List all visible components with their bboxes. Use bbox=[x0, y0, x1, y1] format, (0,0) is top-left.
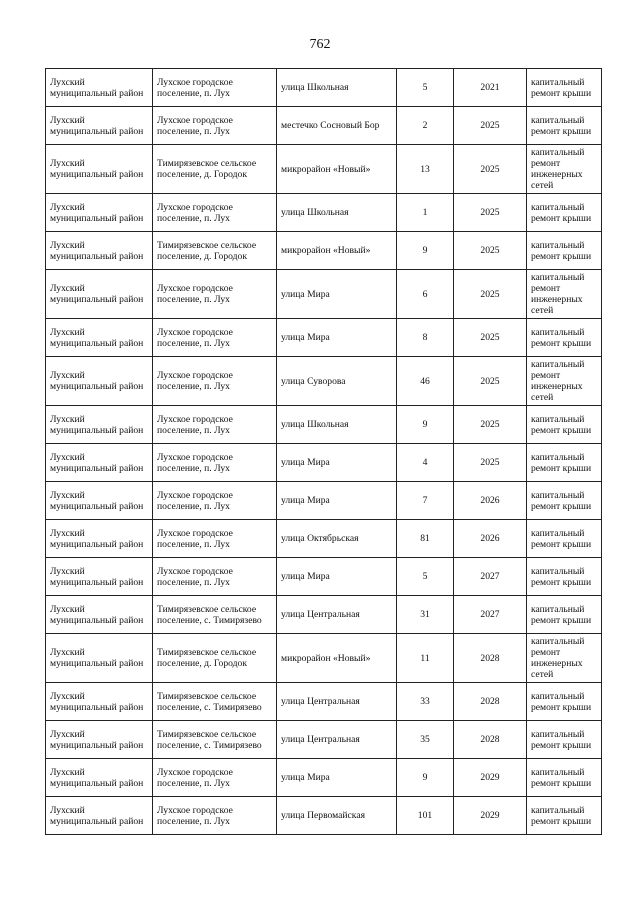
work-type-cell: капитальный ремонт крыши bbox=[527, 721, 602, 759]
table-row bbox=[46, 319, 602, 357]
year-cell: 2021 bbox=[454, 69, 527, 107]
table-row bbox=[46, 444, 602, 482]
district-cell: Лухский муниципальный район bbox=[46, 482, 153, 520]
work-type-cell: капитальный ремонт крыши bbox=[527, 319, 602, 357]
year-cell: 2025 bbox=[454, 232, 527, 270]
street-cell: улица Первомайская bbox=[277, 797, 397, 835]
house-number-cell: 5 bbox=[397, 558, 454, 596]
settlement-cell: Тимирязевское сельское поселение, с. Тимирязево bbox=[153, 721, 277, 759]
house-number-cell: 31 bbox=[397, 596, 454, 634]
year-cell: 2025 bbox=[454, 444, 527, 482]
street-cell: микрорайон «Новый» bbox=[277, 634, 397, 683]
table-row bbox=[46, 232, 602, 270]
district-cell: Лухский муниципальный район bbox=[46, 145, 153, 194]
table-row bbox=[46, 482, 602, 520]
work-type-cell: капитальный ремонт крыши bbox=[527, 596, 602, 634]
district-cell: Лухский муниципальный район bbox=[46, 444, 153, 482]
district-cell: Лухский муниципальный район bbox=[46, 319, 153, 357]
year-cell: 2027 bbox=[454, 596, 527, 634]
house-number-cell: 11 bbox=[397, 634, 454, 683]
settlement-cell: Лухское городское поселение, п. Лух bbox=[153, 520, 277, 558]
house-number-cell: 81 bbox=[397, 520, 454, 558]
street-cell: улица Суворова bbox=[277, 357, 397, 406]
district-cell: Лухский муниципальный район bbox=[46, 759, 153, 797]
settlement-cell: Лухское городское поселение, п. Лух bbox=[153, 319, 277, 357]
work-type-cell: капитальный ремонт крыши bbox=[527, 406, 602, 444]
house-number-cell: 1 bbox=[397, 194, 454, 232]
house-number-cell: 4 bbox=[397, 444, 454, 482]
district-cell: Лухский муниципальный район bbox=[46, 683, 153, 721]
house-number-cell: 5 bbox=[397, 69, 454, 107]
settlement-cell: Лухское городское поселение, п. Лух bbox=[153, 444, 277, 482]
year-cell: 2027 bbox=[454, 558, 527, 596]
street-cell: улица Центральная bbox=[277, 596, 397, 634]
house-number-cell: 101 bbox=[397, 797, 454, 835]
street-cell: улица Мира bbox=[277, 270, 397, 319]
street-cell: улица Школьная bbox=[277, 406, 397, 444]
year-cell: 2025 bbox=[454, 145, 527, 194]
district-cell: Лухский муниципальный район bbox=[46, 194, 153, 232]
district-cell: Лухский муниципальный район bbox=[46, 406, 153, 444]
year-cell: 2029 bbox=[454, 759, 527, 797]
settlement-cell: Лухское городское поселение, п. Лух bbox=[153, 482, 277, 520]
year-cell: 2025 bbox=[454, 406, 527, 444]
housing-repair-table bbox=[45, 68, 602, 835]
street-cell: улица Мира bbox=[277, 319, 397, 357]
house-number-cell: 13 bbox=[397, 145, 454, 194]
house-number-cell: 7 bbox=[397, 482, 454, 520]
house-number-cell: 33 bbox=[397, 683, 454, 721]
table-row bbox=[46, 270, 602, 319]
table-row bbox=[46, 69, 602, 107]
year-cell: 2025 bbox=[454, 357, 527, 406]
table-row bbox=[46, 558, 602, 596]
table-row bbox=[46, 596, 602, 634]
year-cell: 2025 bbox=[454, 194, 527, 232]
work-type-cell: капитальный ремонт крыши bbox=[527, 482, 602, 520]
work-type-cell: капитальный ремонт крыши bbox=[527, 194, 602, 232]
district-cell: Лухский муниципальный район bbox=[46, 721, 153, 759]
district-cell: Лухский муниципальный район bbox=[46, 520, 153, 558]
settlement-cell: Тимирязевское сельское поселение, д. Городок bbox=[153, 634, 277, 683]
house-number-cell: 2 bbox=[397, 107, 454, 145]
table-row bbox=[46, 145, 602, 194]
street-cell: улица Мира bbox=[277, 444, 397, 482]
house-number-cell: 9 bbox=[397, 406, 454, 444]
table-row bbox=[46, 634, 602, 683]
year-cell: 2025 bbox=[454, 270, 527, 319]
district-cell: Лухский муниципальный район bbox=[46, 558, 153, 596]
work-type-cell: капитальный ремонт инженерных сетей bbox=[527, 145, 602, 194]
district-cell: Лухский муниципальный район bbox=[46, 107, 153, 145]
settlement-cell: Лухское городское поселение, п. Лух bbox=[153, 759, 277, 797]
house-number-cell: 46 bbox=[397, 357, 454, 406]
house-number-cell: 9 bbox=[397, 232, 454, 270]
settlement-cell: Лухское городское поселение, п. Лух bbox=[153, 357, 277, 406]
street-cell: улица Школьная bbox=[277, 194, 397, 232]
house-number-cell: 6 bbox=[397, 270, 454, 319]
house-number-cell: 9 bbox=[397, 759, 454, 797]
table-row bbox=[46, 797, 602, 835]
table-row bbox=[46, 683, 602, 721]
work-type-cell: капитальный ремонт крыши bbox=[527, 69, 602, 107]
year-cell: 2026 bbox=[454, 482, 527, 520]
settlement-cell: Лухское городское поселение, п. Лух bbox=[153, 107, 277, 145]
street-cell: улица Мира bbox=[277, 482, 397, 520]
house-number-cell: 8 bbox=[397, 319, 454, 357]
table-body bbox=[46, 69, 602, 835]
year-cell: 2028 bbox=[454, 683, 527, 721]
district-cell: Лухский муниципальный район bbox=[46, 797, 153, 835]
work-type-cell: капитальный ремонт крыши bbox=[527, 683, 602, 721]
table-row bbox=[46, 759, 602, 797]
settlement-cell: Тимирязевское сельское поселение, д. Городок bbox=[153, 145, 277, 194]
street-cell: микрорайон «Новый» bbox=[277, 145, 397, 194]
settlement-cell: Тимирязевское сельское поселение, д. Городок bbox=[153, 232, 277, 270]
settlement-cell: Лухское городское поселение, п. Лух bbox=[153, 69, 277, 107]
year-cell: 2028 bbox=[454, 634, 527, 683]
district-cell: Лухский муниципальный район bbox=[46, 69, 153, 107]
page-number: 762 bbox=[309, 37, 331, 52]
year-cell: 2026 bbox=[454, 520, 527, 558]
work-type-cell: капитальный ремонт инженерных сетей bbox=[527, 270, 602, 319]
settlement-cell: Лухское городское поселение, п. Лух bbox=[153, 797, 277, 835]
year-cell: 2025 bbox=[454, 107, 527, 145]
house-number-cell: 35 bbox=[397, 721, 454, 759]
work-type-cell: капитальный ремонт крыши bbox=[527, 558, 602, 596]
work-type-cell: капитальный ремонт крыши bbox=[527, 232, 602, 270]
table-row bbox=[46, 406, 602, 444]
work-type-cell: капитальный ремонт инженерных сетей bbox=[527, 357, 602, 406]
settlement-cell: Лухское городское поселение, п. Лух bbox=[153, 194, 277, 232]
work-type-cell: капитальный ремонт крыши bbox=[527, 759, 602, 797]
district-cell: Лухский муниципальный район bbox=[46, 634, 153, 683]
work-type-cell: капитальный ремонт крыши bbox=[527, 797, 602, 835]
table-row bbox=[46, 520, 602, 558]
work-type-cell: капитальный ремонт крыши bbox=[527, 444, 602, 482]
street-cell: улица Центральная bbox=[277, 721, 397, 759]
street-cell: улица Центральная bbox=[277, 683, 397, 721]
table-row bbox=[46, 357, 602, 406]
street-cell: микрорайон «Новый» bbox=[277, 232, 397, 270]
year-cell: 2029 bbox=[454, 797, 527, 835]
work-type-cell: капитальный ремонт инженерных сетей bbox=[527, 634, 602, 683]
year-cell: 2028 bbox=[454, 721, 527, 759]
district-cell: Лухский муниципальный район bbox=[46, 232, 153, 270]
street-cell: местечко Сосновый Бор bbox=[277, 107, 397, 145]
settlement-cell: Лухское городское поселение, п. Лух bbox=[153, 558, 277, 596]
street-cell: улица Школьная bbox=[277, 69, 397, 107]
settlement-cell: Тимирязевское сельское поселение, с. Тимирязево bbox=[153, 596, 277, 634]
district-cell: Лухский муниципальный район bbox=[46, 357, 153, 406]
table-row bbox=[46, 194, 602, 232]
year-cell: 2025 bbox=[454, 319, 527, 357]
work-type-cell: капитальный ремонт крыши bbox=[527, 107, 602, 145]
settlement-cell: Лухское городское поселение, п. Лух bbox=[153, 270, 277, 319]
street-cell: улица Октябрьская bbox=[277, 520, 397, 558]
settlement-cell: Лухское городское поселение, п. Лух bbox=[153, 406, 277, 444]
district-cell: Лухский муниципальный район bbox=[46, 596, 153, 634]
street-cell: улица Мира bbox=[277, 558, 397, 596]
work-type-cell: капитальный ремонт крыши bbox=[527, 520, 602, 558]
street-cell: улица Мира bbox=[277, 759, 397, 797]
table-row bbox=[46, 721, 602, 759]
district-cell: Лухский муниципальный район bbox=[46, 270, 153, 319]
settlement-cell: Тимирязевское сельское поселение, с. Тимирязево bbox=[153, 683, 277, 721]
table-row bbox=[46, 107, 602, 145]
